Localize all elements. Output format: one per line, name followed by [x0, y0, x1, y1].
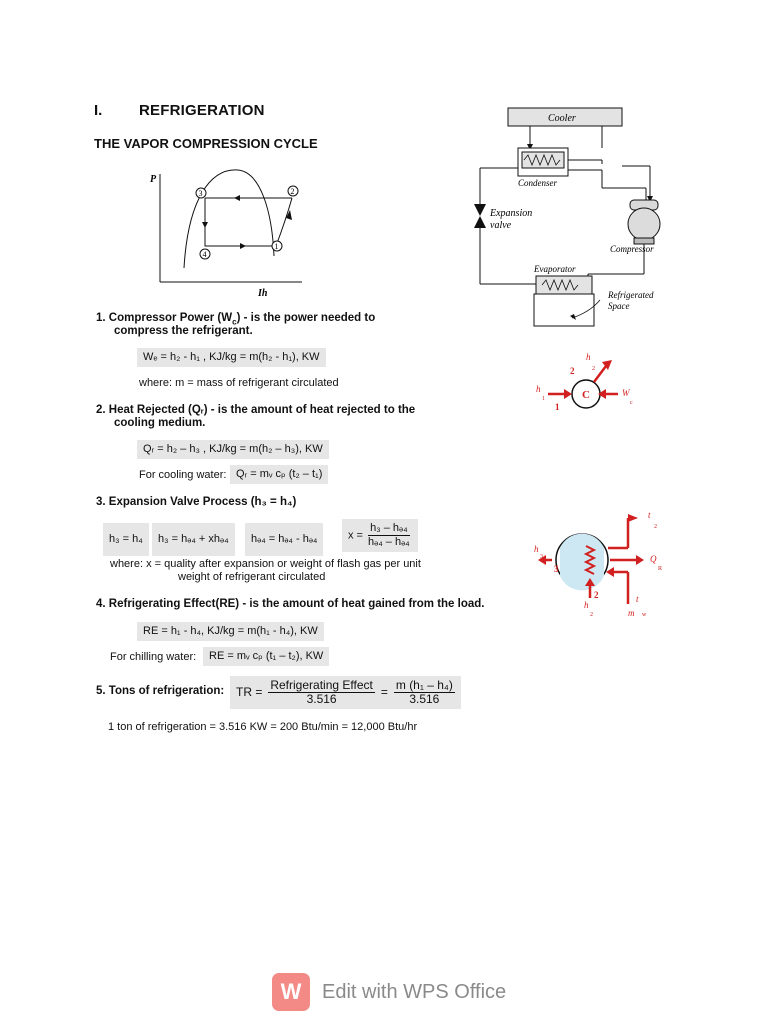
refrigerated-space-box — [534, 294, 594, 326]
item-1-heading-line2: compress the refrigerant. — [114, 325, 253, 337]
compressor-label: Compressor — [610, 244, 654, 254]
svg-text:w: w — [642, 612, 647, 618]
wps-edit-label: Edit with WPS Office — [322, 980, 507, 1003]
page-title: REFRIGERATION — [139, 102, 265, 119]
item-4-heading: 4. Refrigerating Effect(RE) - is the amount of heat gained from the load. — [96, 598, 485, 610]
item-2-heading: 2. Heat Rejected (Qᵣ) - is the amount of heat rejected to the — [96, 404, 416, 416]
compressor-symbol-c: C — [582, 389, 590, 401]
compressor-body — [628, 208, 660, 240]
item-2-cooling-formula: Qᵣ = mᵥ cₚ (t₂ – t₁) — [230, 465, 328, 484]
item-3-box3: hₔ₄ = hₔ₄ - hₔ₄ — [245, 523, 323, 556]
svg-text:1: 1 — [542, 396, 545, 402]
cycle-arrow-bottom — [240, 243, 246, 249]
item-4-chilling-label: For chilling water: — [110, 651, 197, 663]
ph-axis-x-label: Ih — [258, 288, 268, 299]
item-5-note: 1 ton of refrigeration = 3.516 KW = 200 Btu/min = 12,000 Btu/hr — [108, 721, 418, 733]
page-subtitle: THE VAPOR COMPRESSION CYCLE — [94, 136, 318, 151]
item-4-chilling-formula: RE = mᵥ cₚ (t₁ – t₂), KW — [203, 647, 329, 666]
point-3-label: 3 — [198, 189, 203, 198]
item-5-formula: TR = $\frac{\text{Refrigerating Effect}}{3.516}$ = $\frac{\text{m (h₁ – h₄)}}{3.516}$ — [230, 676, 461, 709]
condenser-symbol — [530, 508, 670, 620]
evaporator-label: Evaporator — [534, 264, 576, 274]
compressor-w: W — [622, 388, 630, 398]
point-4-label: 4 — [202, 250, 207, 259]
item-2-formula: Qᵣ = h₂ – h₃ , KJ/kg = m(h₂ – h₃), KW — [137, 440, 329, 459]
item-3-box1: h₃ = h₄ — [103, 523, 149, 556]
point-2-label: 2 — [290, 187, 295, 196]
compressor-symbol — [530, 352, 650, 416]
cycle-path — [205, 198, 292, 246]
expansion-label-2: valve — [490, 220, 512, 231]
refrigerated-label-2: Space — [608, 301, 630, 311]
ph-axis-y-label: P — [150, 174, 157, 185]
svg-text:2: 2 — [592, 366, 595, 372]
condenser-m: m — [628, 608, 635, 618]
expansion-label-1: Expansion — [490, 208, 533, 219]
refrigerated-label-1: Refrigerated — [608, 290, 654, 300]
condenser-label: Condenser — [518, 178, 557, 188]
compressor-h1-h: h — [536, 384, 541, 394]
condenser-t-bottom: t — [636, 594, 639, 604]
compressor-h2-h: h — [586, 352, 591, 362]
item-3-heading: 3. Expansion Valve Process (h₃ = h₄) — [96, 496, 297, 508]
item-3-where-1: where: x = quality after expansion or weight of flash gas per unit — [110, 558, 421, 570]
compressor-pt1: 1 — [555, 402, 560, 412]
item-3-box2: h₃ = hₔ₄ + xhₔ₄ — [152, 523, 235, 556]
ph-diagram — [140, 160, 310, 300]
expansion-valve-top — [474, 204, 486, 216]
saturation-dome — [184, 170, 274, 268]
item-3-box4: x = $\frac{\text{h₃ – hₔ₄}}{\text{hₔ₄ – hₔ₄}}$ — [342, 519, 418, 552]
svg-text:3: 3 — [540, 554, 543, 560]
cooler-label: Cooler — [548, 113, 576, 124]
item-3-where-2: weight of refrigerant circulated — [178, 571, 326, 583]
item-2-heading-line2: cooling medium. — [114, 417, 206, 429]
cycle-arrow-left — [202, 222, 208, 228]
svg-text:R: R — [658, 566, 663, 572]
svg-text:2: 2 — [654, 524, 657, 530]
wps-logo-icon: W — [272, 973, 310, 1011]
condenser-pt2: 2 — [594, 590, 599, 600]
wps-edit-banner[interactable] — [272, 973, 506, 1011]
item-4-formula: RE = h₁ - h₄, KJ/kg = m(h₁ - h₄), KW — [137, 622, 324, 641]
svg-text:c: c — [630, 400, 633, 406]
cycle-arrow-top — [234, 195, 240, 201]
condenser-pt3: 3 — [554, 564, 559, 574]
condenser-h3-h: h — [534, 544, 539, 554]
condenser-q: Q — [650, 554, 657, 564]
svg-text:2: 2 — [590, 612, 593, 618]
item-1-heading: 1. Compressor Power $(W_c)$ - is the power needed to — [96, 312, 376, 327]
item-2-cooling-label: For cooling water: — [139, 469, 227, 481]
item-1-formula: Wₑ = h₂ - h₁ , KJ/kg = m(h₂ - h₁), KW — [137, 348, 326, 367]
condenser-t2-t: t — [648, 510, 651, 520]
condenser-h2-h: h — [584, 600, 589, 610]
item-5-heading: 5. Tons of refrigeration: — [96, 685, 225, 697]
section-number: I. — [94, 102, 103, 119]
cycle-schematic — [470, 104, 700, 336]
compressor-pt2: 2 — [570, 366, 575, 376]
item-1-where: where: m = mass of refrigerant circulated — [139, 377, 339, 389]
point-1-label: 1 — [274, 242, 279, 251]
expansion-valve-bottom — [474, 216, 486, 228]
